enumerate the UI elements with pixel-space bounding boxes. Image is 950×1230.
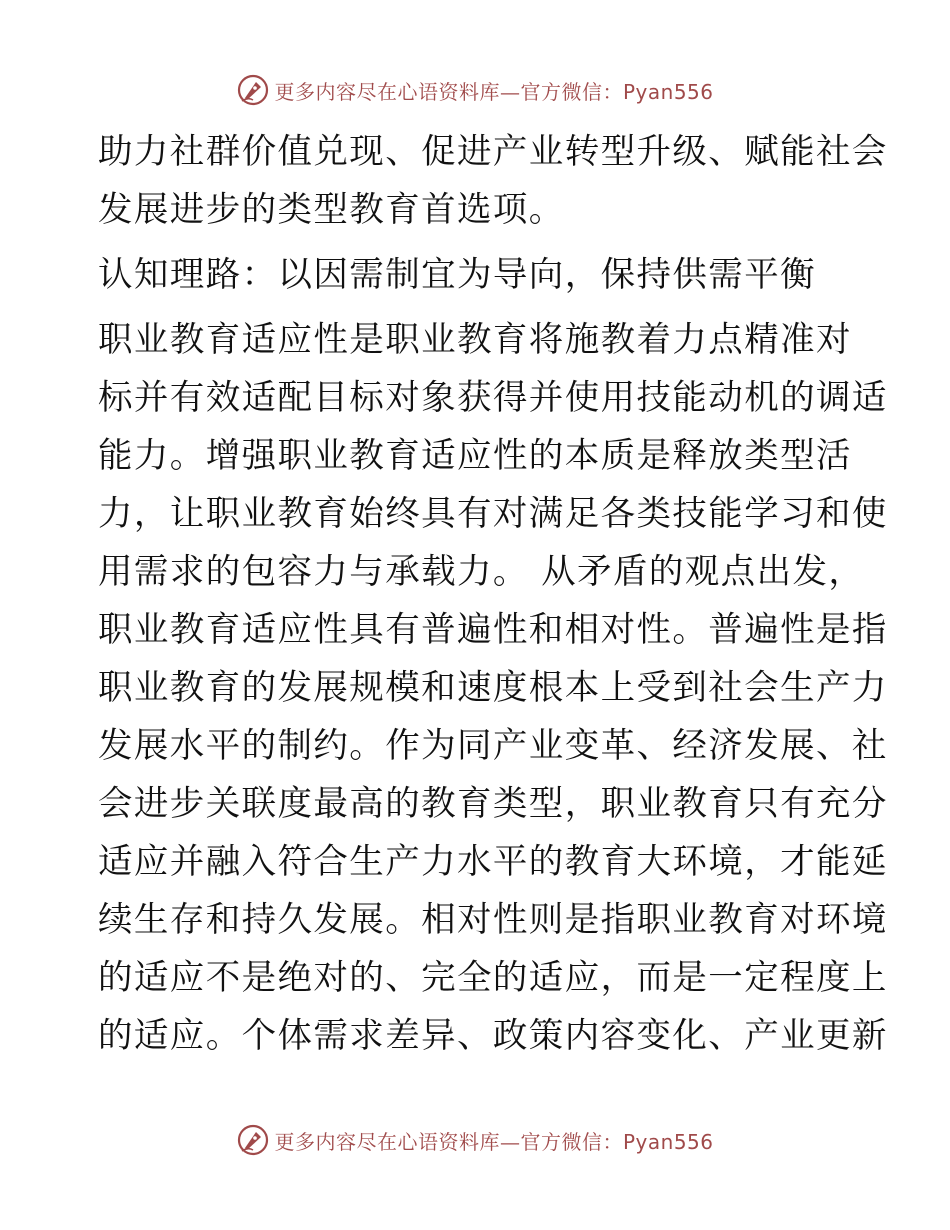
text-line: 的适应。个体需求差异、政策内容变化、产业更新 [98, 1016, 888, 1056]
watermark-label: 官方微信： [520, 1129, 623, 1154]
watermark-brand: 更多内容尽在心语资料库 [274, 79, 500, 104]
pen-nib-logo-icon [236, 73, 270, 107]
watermark-text [274, 1126, 713, 1155]
watermark-text [274, 76, 713, 105]
watermark-separator: — [499, 1129, 521, 1154]
footer-watermark [0, 1120, 950, 1160]
watermark-wechat-id: Pyan556 [622, 1129, 714, 1154]
text-line: 用需求的包容力与承载力。 从矛盾的观点出发， [98, 552, 865, 592]
text-line: 能力。增强职业教育适应性的本质是释放类型活 [98, 436, 852, 476]
text-line: 发展水平的制约。作为同产业变革、经济发展、社 [98, 726, 888, 766]
header-watermark [0, 70, 950, 110]
watermark-separator: — [499, 79, 521, 104]
text-line: 助力社群价值兑现、促进产业转型升级、赋能社会 [98, 132, 888, 172]
text-line: 发展进步的类型教育首选项。 [98, 190, 565, 230]
pen-nib-logo-icon [236, 1123, 270, 1157]
section-heading: 认知理路：以因需制宜为导向，保持供需平衡 [98, 255, 816, 295]
text-line: 的适应不是绝对的、完全的适应，而是一定程度上 [98, 958, 888, 998]
watermark-brand: 更多内容尽在心语资料库 [274, 1129, 500, 1154]
text-line: 力，让职业教育始终具有对满足各类技能学习和使 [98, 494, 888, 534]
text-line: 职业教育适应性具有普遍性和相对性。普遍性是指 [98, 610, 888, 650]
watermark-wechat-id: Pyan556 [622, 79, 714, 104]
text-line: 会进步关联度最高的教育类型，职业教育只有充分 [98, 784, 888, 824]
text-line: 适应并融入符合生产力水平的教育大环境，才能延 [98, 842, 888, 882]
text-line: 标并有效适配目标对象获得并使用技能动机的调适 [98, 378, 888, 418]
document-body [98, 123, 888, 1065]
text-line: 职业教育适应性是职业教育将施教着力点精准对 [98, 320, 852, 360]
text-line: 职业教育的发展规模和速度根本上受到社会生产力 [98, 668, 888, 708]
text-line: 续生存和持久发展。相对性则是指职业教育对环境 [98, 900, 888, 940]
watermark-label: 官方微信： [520, 79, 623, 104]
